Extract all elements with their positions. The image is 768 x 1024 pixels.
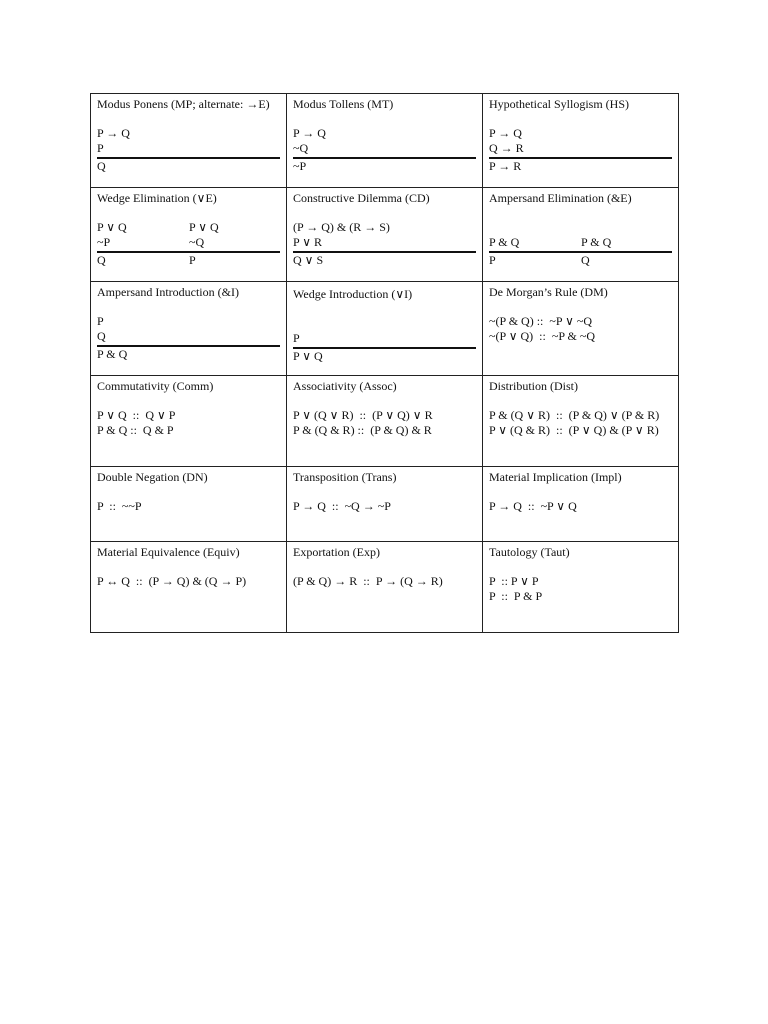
conclusion: P & Q: [97, 347, 128, 361]
rule-title: Double Negation (DN): [97, 470, 208, 484]
table-row: [91, 282, 679, 376]
equivalence: ~(P ∨ Q) :: ~P & ~Q: [489, 329, 596, 343]
equivalence: P → Q :: ~P ∨ Q: [489, 499, 577, 513]
rule-title: Tautology (Taut): [489, 545, 570, 559]
premise: P: [97, 141, 104, 155]
conclusion: Q: [581, 253, 590, 267]
rule-title: Hypothetical Syllogism (HS): [489, 97, 629, 111]
equivalence: P & (Q ∨ R) :: (P & Q) ∨ (P & R): [489, 408, 660, 422]
equivalence: P ∨ (Q & R) :: (P ∨ Q) & (P ∨ R): [489, 423, 659, 437]
premise: P & Q: [489, 235, 520, 249]
conclusion: Q: [97, 159, 106, 173]
premise: ~Q: [189, 235, 205, 249]
rule-title: Distribution (Dist): [489, 379, 578, 393]
equivalence: P & Q :: Q & P: [97, 423, 174, 437]
premise: P → Q: [97, 126, 130, 140]
rule-cell-wedge-introduction: [287, 282, 483, 376]
equivalence: P ∨ Q :: Q ∨ P: [97, 408, 176, 422]
table-row: [91, 376, 679, 467]
premise: P ∨ Q: [97, 220, 127, 234]
rule-cell-wedge-elimination: [91, 188, 287, 282]
rule-title: De Morgan’s Rule (DM): [489, 285, 608, 299]
rule-cell-de-morgans-rule: [483, 282, 679, 376]
premise-row: [97, 220, 280, 235]
premise: P & Q: [581, 235, 612, 249]
premise: P: [97, 314, 104, 328]
conclusion-row: [97, 253, 280, 268]
premise: Q: [97, 329, 106, 343]
rule-cell-commutativity: [91, 376, 287, 467]
equivalence: P ∨ (Q ∨ R) :: (P ∨ Q) ∨ R: [293, 408, 433, 422]
premise: (P → Q) & (R → S): [293, 220, 390, 234]
table-row: [91, 467, 679, 542]
rule-cell-constructive-dilemma: [287, 188, 483, 282]
equivalence: ~(P & Q) :: ~P ∨ ~Q: [489, 314, 593, 328]
premise-row: [97, 235, 280, 250]
conclusion: Q ∨ S: [293, 253, 324, 267]
equivalence: (P & Q) → R :: P → (Q → R): [293, 574, 443, 588]
rule-cell-tautology: [483, 542, 679, 633]
equivalence: P ↔ Q :: (P → Q) & (Q → P): [97, 574, 247, 588]
rule-title: Exportation (Exp): [293, 545, 380, 559]
rule-cell-transposition: [287, 467, 483, 542]
premise: P: [293, 331, 300, 345]
rule-cell-associativity: [287, 376, 483, 467]
premise: [293, 316, 476, 331]
rule-title: Material Implication (Impl): [489, 470, 622, 484]
conclusion: P: [489, 253, 496, 267]
rule-title: Ampersand Introduction (&I): [97, 285, 239, 299]
table-row: [91, 542, 679, 633]
premise: Q → R: [489, 141, 524, 155]
premise-row: [489, 220, 672, 235]
equivalence: P → Q :: ~Q → ~P: [293, 499, 391, 513]
rule-cell-modus-tollens: [287, 94, 483, 188]
rule-cell-material-equivalence: [91, 542, 287, 633]
conclusion: P → R: [489, 159, 522, 173]
rule-cell-modus-ponens: [91, 94, 287, 188]
equivalence: P :: P ∨ P: [489, 574, 539, 588]
rules-of-inference-table: [90, 93, 679, 633]
rule-cell-ampersand-elimination: [483, 188, 679, 282]
equivalence: P :: ~~P: [97, 499, 142, 513]
premise: [489, 220, 581, 235]
premise: ~Q: [293, 141, 309, 155]
equivalence: P & (Q & R) :: (P & Q) & R: [293, 423, 432, 437]
conclusion: ~P: [293, 159, 307, 173]
rule-title: Transposition (Trans): [293, 470, 397, 484]
rule-cell-ampersand-introduction: [91, 282, 287, 376]
premise-row: [489, 235, 672, 250]
rule-title: Wedge Elimination (∨E): [97, 191, 217, 205]
conclusion: P: [189, 253, 196, 267]
table-row: [91, 188, 679, 282]
equivalence: P :: P & P: [489, 589, 543, 603]
rule-cell-exportation: [287, 542, 483, 633]
rule-title: Modus Tollens (MT): [293, 97, 394, 111]
conclusion-row: [489, 253, 672, 268]
rule-title: Commutativity (Comm): [97, 379, 214, 393]
premise: P → Q: [489, 126, 522, 140]
premise: P → Q: [293, 126, 326, 140]
premise: ~P: [97, 235, 111, 249]
conclusion: P ∨ Q: [293, 349, 323, 363]
premise: P ∨ Q: [189, 220, 219, 234]
rule-cell-hypothetical-syllogism: [483, 94, 679, 188]
rule-title: Material Equivalence (Equiv): [97, 545, 240, 559]
conclusion: Q: [97, 253, 106, 267]
rule-cell-material-implication: [483, 467, 679, 542]
rule-cell-double-negation: [91, 467, 287, 542]
rule-title: Constructive Dilemma (CD): [293, 191, 430, 205]
rule-title: Wedge Introduction (∨I): [293, 287, 413, 301]
premise: P ∨ R: [293, 235, 323, 249]
table-row: [91, 94, 679, 188]
rule-cell-distribution: [483, 376, 679, 467]
rule-title: Associativity (Assoc): [293, 379, 397, 393]
rule-title: Modus Ponens (MP; alternate: →E): [97, 97, 270, 111]
rule-title: Ampersand Elimination (&E): [489, 191, 632, 205]
